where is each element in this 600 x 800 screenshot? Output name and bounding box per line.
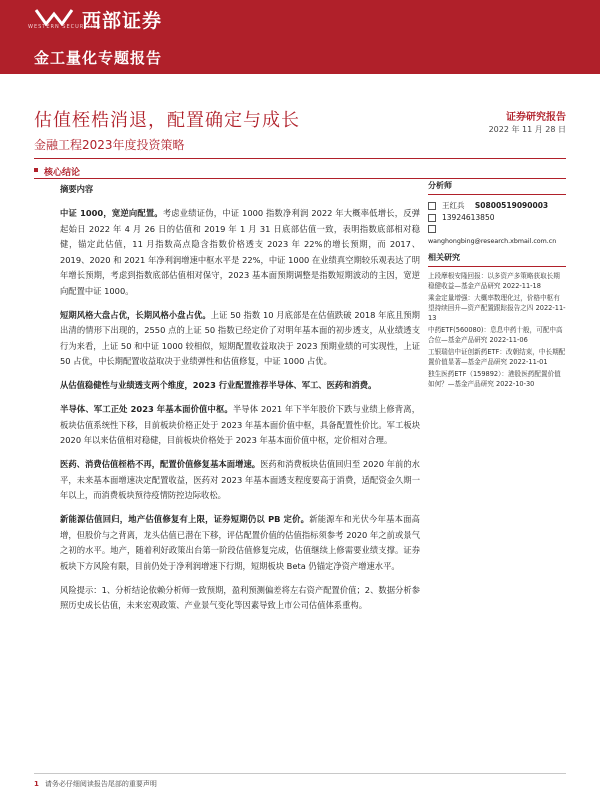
paragraph-text: 医药和消费板块估值回归至 2020 年前的水平，未来基本面增速决定配置收益，医药对 2023 年基本面透支程度要高于消费，适配资金久期一年以上，而消费板块预待疫情防控边际收松。 [60, 459, 420, 500]
analyst-phone-row [428, 212, 566, 224]
footer [34, 779, 157, 789]
risk-label: 风险提示： [60, 584, 102, 595]
paragraph-2 [60, 308, 420, 370]
phone-icon [428, 214, 436, 222]
related-item[interactable]: 中药ETF(560080)：息息中药十般，可配中高合位—基金产品研究 2022-11-06 [428, 326, 563, 344]
paragraph-text: 半导体 2021 年下半年股价下跌与业绩上修背离，板块估值系统性下移，目前板块价格正处于 2023 年基本面价值中枢，具备配置性价比。军工板块 2020 年以来估值相对稳健，目前板块价格处于 2023 年基本面价值中枢，定价相对合理。 [60, 404, 420, 445]
related-heading: 相关研究 [428, 253, 460, 262]
report-series: 金工量化专题报告 [34, 49, 163, 67]
analyst-name: 王红兵 [442, 201, 465, 210]
paragraph-4 [60, 402, 420, 449]
paragraph-6 [60, 512, 420, 574]
report-subtitle: 金融工程2023年度投资策略 [34, 138, 185, 152]
page-number: 1 [34, 780, 39, 788]
paragraph-text: 考虑业绩证伪，中证 1000 指数净利润 2022 年大概率低增长，反弹起始日 2022 年 4 月 26 日的估值和 2019 年 1 月 31 日底部估值一致，表明指数底部相对稳健，锚定此估值，11 月指数高点隐含指数价格透支 2023 年 22%的增长预期，而 2017、2019、2020 和 2021 年净利润增速中枢水平是 22%，中证 1000 在业绩真空期较乐观表达了明年增长预期，考虑到指数底部估值相对保守，2023 基本面预期调整是指数短期波动的主因，宽逆向配置中证 1000。 [60, 208, 420, 296]
paragraph-text: 上证 50 指数 10 月底部是在估值跌破 2018 年底且预期出清的情形下出现的，2550 点的上证 50 指数已经定价了对明年基本面的初步透支，从业绩透支行为来看，上证 50 和中证 1000 较相似，短期配置收益取决于 2023 预期业绩的可实现性，上证 50 占优，中长期配置收益取决于业绩弹性和估值修复，中证 1000 占优。 [60, 309, 420, 366]
core-divider [34, 178, 566, 179]
footer-divider [34, 773, 566, 774]
paragraph-lead: 短期风格大盘占优，长期风格小盘占优。 [60, 309, 211, 320]
analyst-phone: 13924613850 [442, 213, 495, 222]
paragraph-3 [60, 378, 420, 394]
report-type: 证券研究报告 [506, 112, 566, 123]
analyst-panel [428, 180, 566, 245]
report-title: 估值桎梏消退，配置确定与成长 [34, 110, 300, 131]
paragraph-lead: 医药、消费估值桎梏不再，配置价值修复基本面增速。 [60, 459, 261, 469]
analyst-cert: S0800519090003 [474, 201, 549, 210]
logo-chinese: 西部证券 [82, 10, 163, 32]
related-item[interactable]: 工银瑞信中证创新药ETF：改朝结束，中长期配置价值显著—基金产品研究 2022-11-01 [428, 348, 566, 366]
analyst-email[interactable]: wanghongbing@research.xbmail.com.cn [428, 238, 557, 245]
title-divider [34, 158, 566, 159]
paragraph-5 [60, 457, 420, 504]
analyst-divider [428, 194, 566, 195]
report-date: 2022 年 11 月 28 日 [488, 125, 566, 134]
logo-english: WESTERN SECURITIES [28, 24, 102, 30]
risk-warning [60, 583, 420, 614]
paragraph-text: 新能源车和光伏今年基本面高增，但股价与之背离，龙头估值已潜在下移，评估配置价值的估值指标须参考 2020 年之前或景气之初的水平。地产，随着利好政策出台第一阶段估值修复完成，估值继续上修需要业绩支撑。证券板块下方风险有限，目前仍处于净利润增速下行期，短期板块 Beta 仍锚定净资产增速水平。 [60, 514, 420, 571]
paragraph-lead: 从估值稳健性与业绩透支两个维度，2023 行业配置推荐半导体、军工、医药和消费。 [60, 380, 377, 390]
core-conclusion-label: 核心结论 [44, 168, 81, 178]
paragraph-lead: 中证 1000，宽逆向配置。 [60, 208, 163, 218]
related-research-panel [428, 252, 566, 391]
analyst-email-row [428, 224, 566, 245]
paragraph-lead: 半导体、军工正处 2023 年基本面价值中枢。 [60, 404, 233, 414]
related-item[interactable]: 独生医药ETF（159892）：港股医药配置价值如何？—基金产品研究 2022-10-30 [428, 370, 561, 388]
related-divider [428, 266, 566, 267]
related-item[interactable]: 乘金定量增强：大概率数理化过，价格中枢有望持续回升—资产配置跟踪报告之四 2022-11-13 [428, 294, 566, 322]
analyst-name-row [428, 200, 566, 212]
summary-body [60, 182, 420, 622]
paragraph-1 [60, 206, 420, 299]
summary-heading: 摘要内容 [60, 184, 94, 194]
bullet-icon [34, 168, 38, 172]
email-icon [428, 225, 436, 233]
analyst-heading: 分析师 [428, 181, 452, 190]
paragraph-lead: 新能源估值回归，地产估值修复有上限，证券短期仍以 PB 定价。 [60, 514, 310, 524]
related-item[interactable]: 上段摩根安隆回报：以多资产多策略获取长期稳健收益—基金产品研究 2022-11-18 [428, 272, 560, 290]
risk-text: 1、分析结论依赖分析师一致预期，盈利预测偏差将左右资产配置价值；2、数据分析参照历史成长估值，未来宏观政策、产业景气变化等因素导致上市公司估值体系重构。 [60, 584, 420, 610]
footer-disclaimer: 请务必仔细阅读报告尾部的重要声明 [44, 780, 157, 788]
person-icon [428, 202, 436, 210]
